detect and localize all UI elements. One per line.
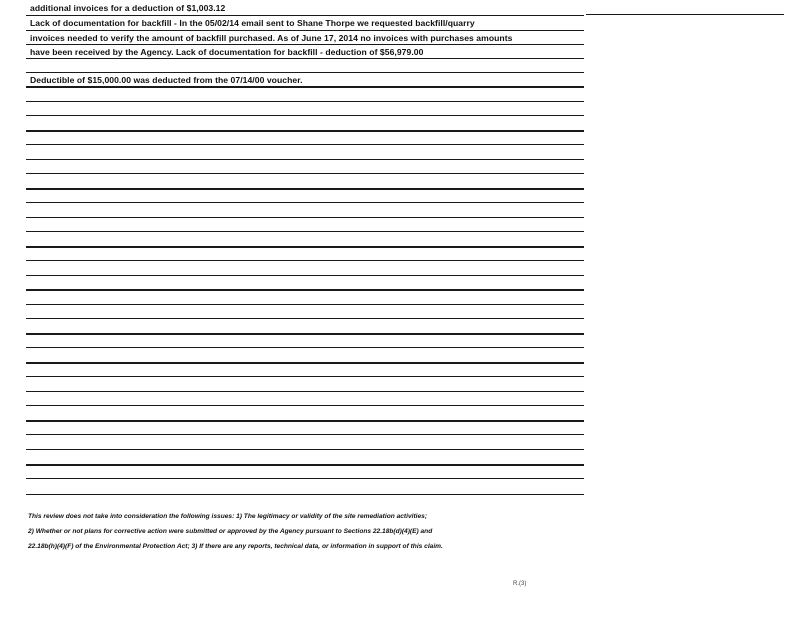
ruled-line: [26, 275, 584, 276]
ruled-line: [26, 333, 584, 335]
ruled-line: [26, 231, 584, 232]
disclaimer-line-2: 2) Whether or not plans for corrective action were submitted or approved by the Agency pursuant to Sections 22.18b(d)(4)(E) and: [28, 528, 433, 535]
ruled-line: [26, 72, 584, 73]
ruled-line: [26, 464, 584, 466]
header-rule: [586, 14, 784, 15]
text-line-3: invoices needed to verify the amount of backfill purchased. As of June 17, 2014 no invoices with purchases amounts: [30, 33, 513, 43]
page-identifier: R.(3): [513, 581, 527, 587]
ruled-line: [26, 304, 584, 305]
ruled-line: [26, 362, 584, 364]
ruled-line: [26, 173, 584, 174]
ruled-line: [26, 44, 584, 45]
ruled-line: [26, 15, 584, 16]
ruled-line: [26, 217, 584, 218]
ruled-line: [26, 376, 584, 377]
text-line-5: Deductible of $15,000.00 was deducted from the 07/14/00 voucher.: [30, 75, 303, 85]
text-line-1: additional invoices for a deduction of $1,003.12: [30, 3, 226, 13]
ruled-line: [26, 347, 584, 348]
text-line-2: Lack of documentation for backfill - In the 05/02/14 email sent to Shane Thorpe we requested backfill/quarry: [30, 18, 475, 28]
ruled-line: [26, 115, 584, 116]
ruled-line: [26, 86, 584, 88]
ruled-line: [26, 289, 584, 291]
ruled-line: [26, 144, 584, 145]
ruled-line: [26, 188, 584, 190]
ruled-line: [26, 391, 584, 392]
ruled-line: [26, 101, 584, 102]
ruled-line: [26, 202, 584, 203]
ruled-line: [26, 494, 584, 495]
ruled-line: [26, 130, 584, 132]
ruled-line: [26, 449, 584, 450]
ruled-line: [26, 478, 584, 479]
disclaimer-line-3: 22.18b(h)(4)(F) of the Environmental Protection Act; 3) If there are any reports, technical data, or information in support of this claim.: [28, 543, 443, 550]
ruled-line: [26, 159, 584, 160]
ruled-line: [26, 58, 584, 59]
ruled-line: [26, 405, 584, 406]
ruled-line: [26, 318, 584, 319]
text-line-4: have been received by the Agency. Lack of documentation for backfill - deduction of $56,979.00: [30, 47, 424, 57]
ruled-line: [26, 260, 584, 261]
ruled-line: [26, 246, 584, 248]
ruled-line: [26, 30, 584, 31]
ruled-line: [26, 434, 584, 435]
ruled-line: [26, 420, 584, 422]
disclaimer-line-1: This review does not take into consideration the following issues: 1) The legitimacy or validity of the site remediation activities;: [28, 513, 428, 520]
